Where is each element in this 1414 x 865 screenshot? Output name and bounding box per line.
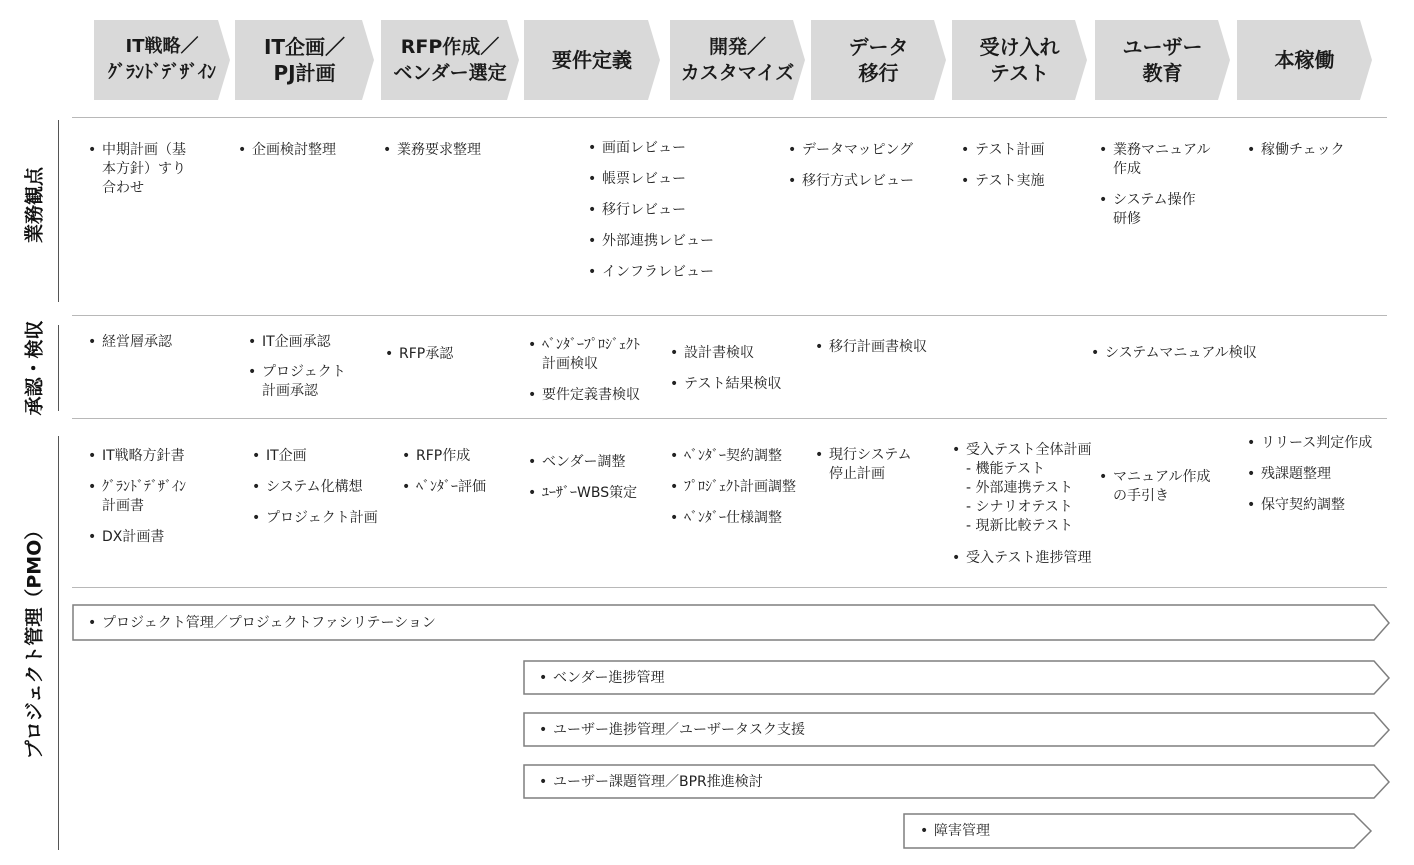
phase-label: 開発／ カスタマイズ xyxy=(680,36,795,84)
bar-label: • 障害管理 xyxy=(920,822,990,840)
list-item: • ｸﾞﾗﾝﾄﾞﾃﾞｻﾞｲﾝ 計画書 xyxy=(88,478,186,516)
list-item: • インフラレビュー xyxy=(588,263,714,282)
list-item: • ﾍﾞﾝﾀﾞｰ仕様調整 xyxy=(670,509,782,528)
list-item: • テスト実施 xyxy=(961,172,1044,191)
sub-list-item: - 現新比較テスト xyxy=(966,518,1073,534)
list-item: • 業務要求整理 xyxy=(383,141,481,160)
row-label-approval: 承認・検収 xyxy=(23,320,46,416)
phase-label: データ 移行 xyxy=(848,35,909,85)
list-item: • テスト計画 xyxy=(961,141,1044,160)
phase-label: IT企画／ PJ計画 xyxy=(263,35,346,85)
list-item: • 移行レビュー xyxy=(588,201,686,220)
list-item: • プロジェクト計画 xyxy=(252,509,378,528)
list-item: • 受入テスト全体計画 xyxy=(952,441,1091,460)
list-item: • IT企画 xyxy=(252,447,307,466)
list-item: • ﾕｰｻﾞｰWBS策定 xyxy=(528,484,637,503)
list-item: • ﾍﾞﾝﾀﾞｰ評価 xyxy=(402,478,486,497)
list-item: • IT企画承認 xyxy=(248,333,331,352)
phase-label: 受け入れ テスト xyxy=(979,35,1060,85)
list-item: • 移行計画書検収 xyxy=(815,338,927,357)
phase-label: IT戦略／ ｸﾞﾗﾝﾄﾞﾃﾞｻﾞｲﾝ xyxy=(108,36,216,83)
list-item: • ﾌﾟﾛｼﾞｪｸﾄ計画調整 xyxy=(670,478,796,497)
list-item: • 帳票レビュー xyxy=(588,170,686,189)
phase-label: ユーザー 教育 xyxy=(1122,35,1203,85)
list-item: • マニュアル作成 の手引き xyxy=(1099,468,1210,506)
sub-list-item: - 外部連携テスト xyxy=(966,480,1073,496)
list-item: • 現行システム 停止計画 xyxy=(815,446,912,484)
sub-list-item: - シナリオテスト xyxy=(966,499,1073,515)
list-item: • 保守契約調整 xyxy=(1247,496,1345,515)
row-label-pmo: プロジェクト管理（PMO） xyxy=(23,520,46,760)
list-item: • テスト結果検収 xyxy=(670,375,781,394)
bar-label: • ユーザー進捗管理／ユーザータスク支援 xyxy=(539,721,805,739)
list-item: • ﾍﾞﾝﾀﾞｰﾌﾟﾛｼﾞｪｸﾄ 計画検収 xyxy=(528,336,640,374)
phase-label: 本稼働 xyxy=(1274,48,1335,72)
list-item: • 設計書検収 xyxy=(670,344,754,363)
bar-label: • プロジェクト管理／プロジェクトファシリテーション xyxy=(88,614,436,632)
list-item: • IT戦略方針書 xyxy=(88,447,185,466)
list-item: • ﾍﾞﾝﾀﾞｰ契約調整 xyxy=(670,447,782,466)
list-item: • 受入テスト進捗管理 xyxy=(952,549,1091,568)
list-item: • システム操作 研修 xyxy=(1099,191,1196,229)
list-item: • 稼働チェック xyxy=(1247,141,1345,160)
list-item: • 中期計画（基 本方針）すり 合わせ xyxy=(88,141,186,198)
list-item: • 残課題整理 xyxy=(1247,465,1331,484)
list-item: • データマッピング xyxy=(788,141,913,160)
list-item: • 要件定義書検収 xyxy=(528,386,640,405)
list-item: • DX計画書 xyxy=(88,528,164,547)
bar-label: • ベンダー進捗管理 xyxy=(539,669,664,687)
phase-label: RFP作成／ ベンダー選定 xyxy=(393,36,507,84)
list-item: • ベンダー調整 xyxy=(528,453,625,472)
list-item: • 画面レビュー xyxy=(588,139,686,158)
list-item: • RFP作成 xyxy=(402,447,470,466)
list-item: • プロジェクト 計画承認 xyxy=(248,363,346,401)
list-item: • 移行方式レビュー xyxy=(788,172,914,191)
list-item: • RFP承認 xyxy=(385,345,453,364)
list-item: • 外部連携レビュー xyxy=(588,232,714,251)
list-item: • リリース判定作成 xyxy=(1247,434,1372,453)
list-item: • システムマニュアル検収 xyxy=(1091,344,1257,363)
phase-label: 要件定義 xyxy=(552,48,632,72)
list-item: • システム化構想 xyxy=(252,478,363,497)
list-item: • 経営層承認 xyxy=(88,333,172,352)
sub-list-item: - 機能テスト xyxy=(966,461,1045,477)
row-label-business: 業務観点 xyxy=(23,166,46,244)
list-item: • 業務マニュアル 作成 xyxy=(1099,141,1210,179)
list-item: • 企画検討整理 xyxy=(238,141,336,160)
bar-label: • ユーザー課題管理／BPR推進検討 xyxy=(539,773,763,791)
